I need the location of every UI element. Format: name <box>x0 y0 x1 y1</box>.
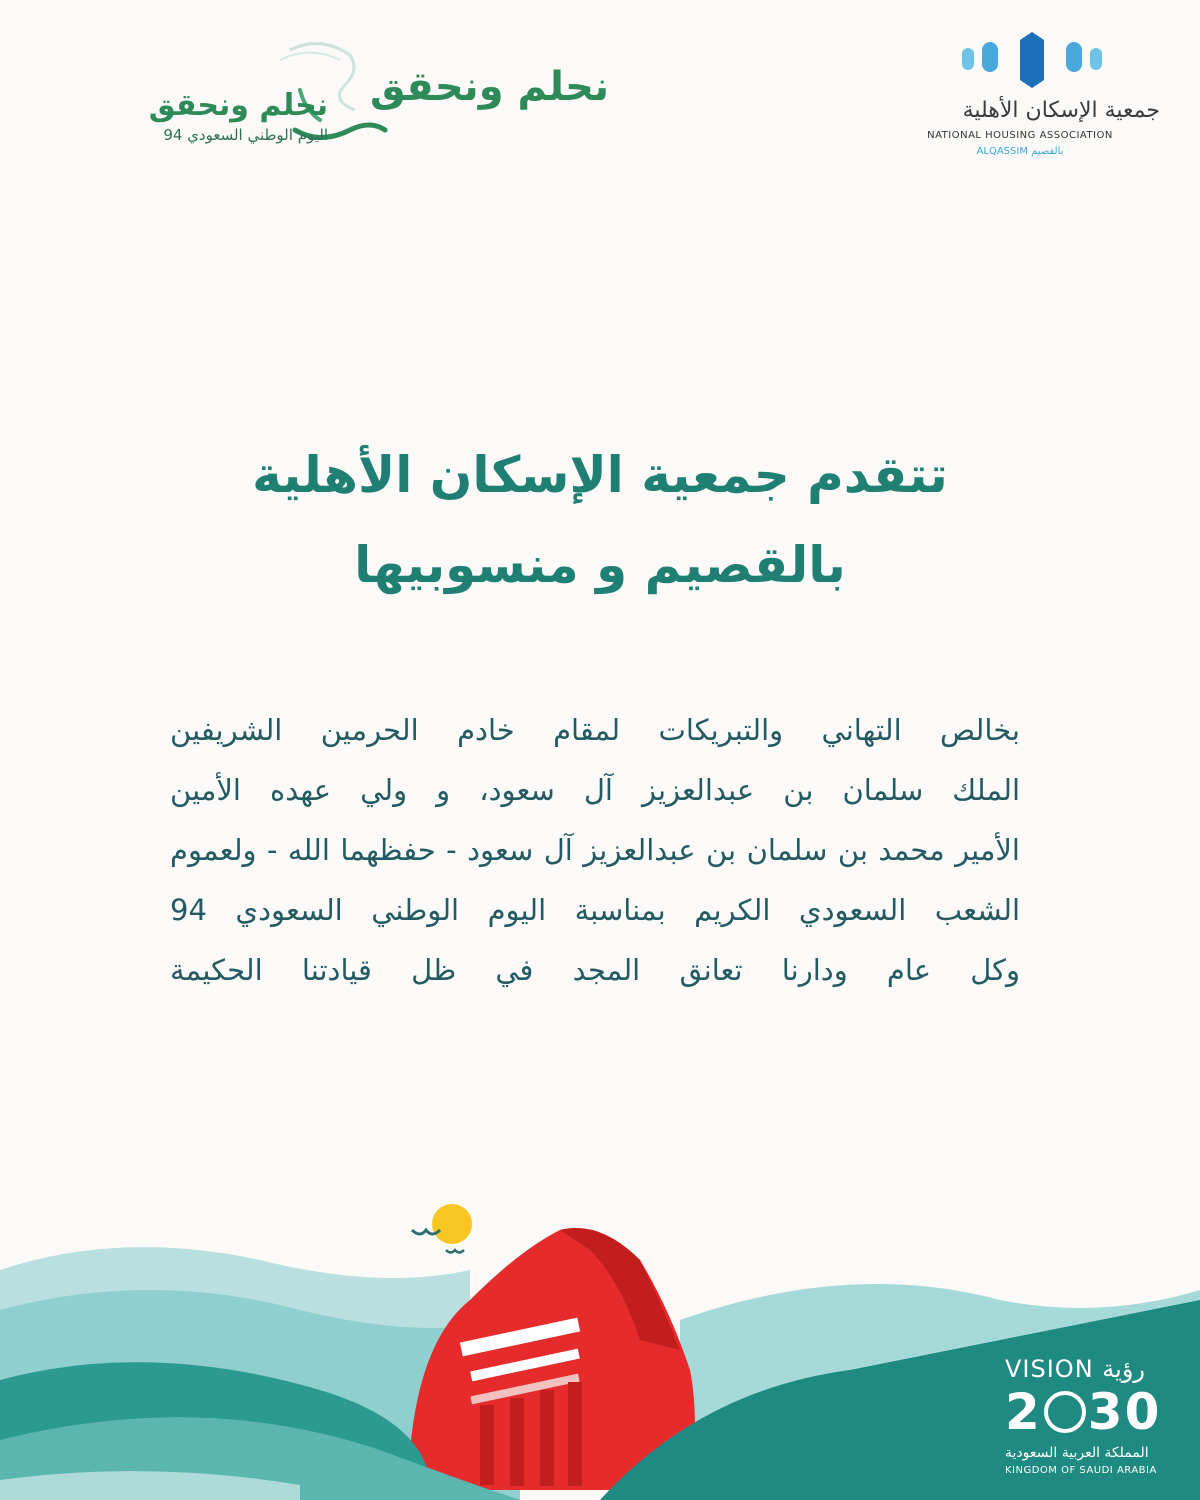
location-en: ALQASSIM <box>976 146 1028 157</box>
body-line: الأمير محمد بن سلمان بن عبدالعزيز آل سعود - حفظهما الله - ولعموم <box>170 833 1020 867</box>
vision-country-en: KINGDOM OF SAUDI ARABIA <box>1005 1465 1157 1476</box>
drops-icon <box>960 30 1120 90</box>
vision-country-ar: المملكة العربية السعودية <box>1005 1445 1149 1461</box>
body-line: وكل عام ودارنا تعانق المجد في ظل قيادتنا الحكيمة <box>170 953 1020 987</box>
body-line: الملك سلمان بن عبدالعزيز آل سعود، و ولي عهده الأمين <box>170 773 1020 807</box>
body-line: الشعب السعودي الكريم بمناسبة اليوم الوطني السعودي 94 <box>170 893 1020 927</box>
sun <box>432 1204 472 1244</box>
national-day-logo <box>60 30 610 160</box>
vision-wordmark <box>1005 1355 1145 1383</box>
headline-line-2: بالقصيم و منسوبيها <box>354 536 846 594</box>
body-line: بخالص التهاني والتبريكات لمقام خادم الحرمين الشريفين <box>170 713 1020 747</box>
slogan: نحلم ونحقق <box>148 88 328 123</box>
vision-word-ar: رؤية <box>1102 1355 1146 1383</box>
greeting-body <box>170 700 1020 1000</box>
association-name-en: NATIONAL HOUSING ASSOCIATION <box>927 130 1113 141</box>
vision-word-en: VISION <box>1005 1355 1094 1383</box>
calligraphy-text: نحلم ونحقق <box>370 64 610 110</box>
vision-year <box>1005 1383 1161 1441</box>
headline <box>150 430 1050 610</box>
vision-year-right: 30 <box>1087 1383 1162 1441</box>
association-name-ar: جمعية الإسكان الأهلية <box>962 98 1160 123</box>
vision-year-left: 2 <box>1005 1383 1042 1441</box>
location-ar: بالقصيم <box>1031 146 1064 157</box>
palm-emblem-icon <box>1044 1391 1086 1433</box>
association-location <box>950 146 1090 157</box>
national-day-subtitle: اليوم الوطني السعودي 94 <box>163 126 328 144</box>
headline-line-1: تتقدم جمعية الإسكان الأهلية <box>252 446 948 504</box>
association-logo <box>910 30 1170 170</box>
bird <box>446 1250 464 1253</box>
vision-2030-logo <box>985 1355 1190 1490</box>
